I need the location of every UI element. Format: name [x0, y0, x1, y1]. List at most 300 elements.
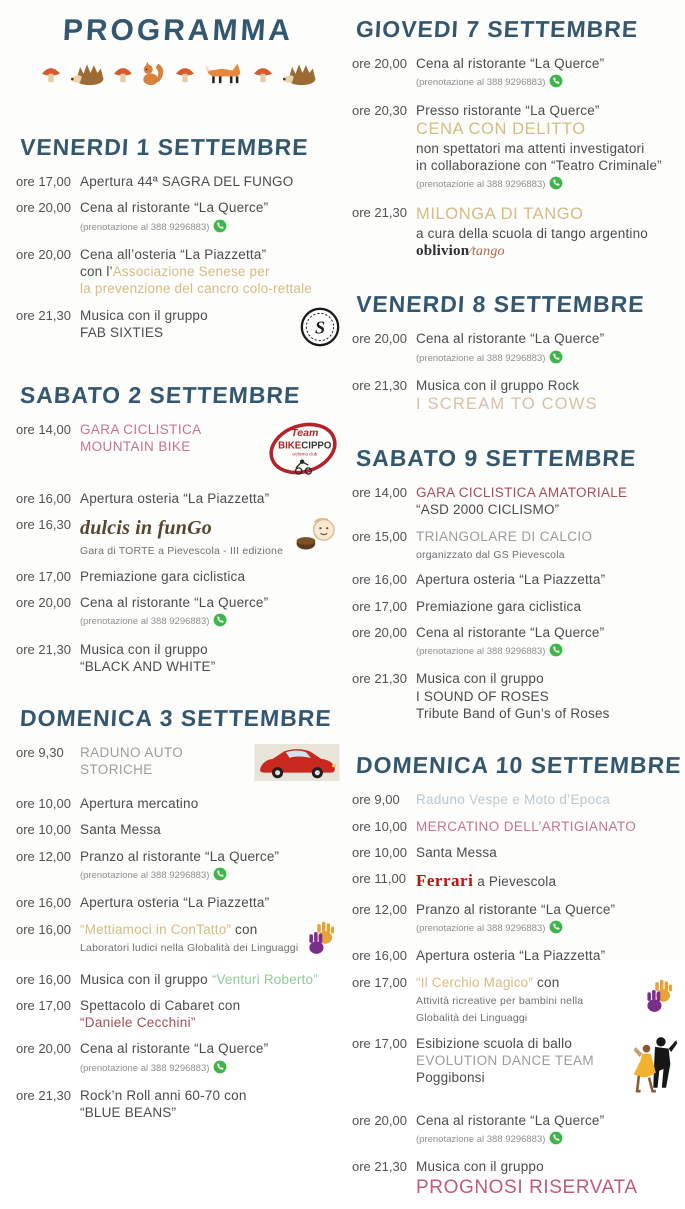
event-line [80, 541, 288, 558]
event-text: “Daniele Cecchini” [80, 1015, 196, 1031]
event-text: Ferrari [416, 871, 474, 891]
event-time: ore 14,00 [352, 485, 407, 501]
event-line [416, 1035, 626, 1052]
event-row [352, 484, 678, 519]
event-text: (prenotazione al 388 9296883) [80, 870, 210, 882]
mushroom-icon [111, 60, 135, 86]
event-text: Cena al ristorante “La Querce” [416, 331, 605, 347]
event-text: MOUNTAIN BIKE [80, 438, 191, 454]
event-text: (prenotazione al 388 9296883) [416, 179, 546, 191]
event-content [416, 947, 678, 964]
event-row [352, 102, 678, 195]
event-row [16, 568, 340, 585]
event-line [80, 1087, 340, 1104]
event-time: ore 17,00 [352, 598, 407, 614]
event-content [80, 744, 248, 779]
event-time: ore 17,00 [352, 1035, 407, 1051]
event-row [16, 246, 340, 298]
event-time: ore 9,30 [16, 745, 64, 761]
event-row [352, 947, 678, 964]
page-title: PROGRAMMA [61, 14, 295, 47]
event-row [16, 971, 340, 988]
whatsapp-icon [213, 867, 227, 885]
event-text: EVOLUTION DANCE TEAM [416, 1053, 595, 1069]
svg-text:Team: Team [291, 426, 319, 439]
event-line [416, 377, 678, 394]
event-text: Spettacolo di Cabaret con [80, 997, 241, 1013]
event-row [16, 173, 340, 190]
event-line [416, 501, 678, 518]
day-section [352, 445, 678, 722]
event-content [80, 894, 340, 911]
event-text: (prenotazione al 388 9296883) [80, 221, 210, 233]
event-text: Poggibonsi [416, 1070, 485, 1086]
event-line [416, 394, 678, 415]
event-line [80, 421, 260, 438]
event-content [416, 102, 678, 195]
event-text: (prenotazione al 388 9296883) [416, 923, 546, 935]
whatsapp-icon [549, 74, 563, 92]
event-row [16, 490, 340, 507]
event-text: MILONGA DI TANGO [416, 204, 584, 223]
event-text: GARA CICLISTICA AMATORIALE [416, 485, 628, 501]
event-time: ore 20,00 [16, 200, 71, 216]
svg-text:BIKECIPPO: BIKECIPPO [278, 440, 332, 452]
event-content [416, 791, 678, 808]
event-row [352, 870, 678, 892]
event-text: organizzato dal GS Pievescola [416, 548, 565, 561]
whatsapp-icon [213, 219, 227, 237]
event-line [416, 901, 678, 918]
event-time: ore 17,00 [16, 997, 71, 1013]
event-row [16, 921, 340, 962]
whatsapp-icon [549, 350, 563, 368]
event-text: dulcis in funGo [80, 516, 212, 539]
event-time: ore 16,00 [16, 971, 71, 987]
event-text: FAB SIXTIES [80, 324, 164, 340]
whatsapp-icon [213, 1060, 227, 1078]
day-section [16, 382, 340, 676]
whatsapp-icon [549, 1131, 563, 1149]
event-row [16, 594, 340, 632]
event-content [416, 670, 678, 722]
event-text: (prenotazione al 388 9296883) [416, 77, 546, 89]
event-content [416, 330, 678, 368]
svg-text:ciclismo club: ciclismo club [292, 451, 318, 457]
event-text: tango [471, 244, 505, 260]
event-time: ore 15,00 [352, 528, 407, 544]
event-text: (prenotazione al 388 9296883) [416, 352, 546, 364]
event-time: ore 17,00 [352, 974, 407, 990]
event-time: ore 10,00 [16, 822, 71, 838]
event-time: ore 14,00 [16, 421, 71, 437]
event-content [416, 901, 678, 939]
event-time: ore 20,00 [352, 1112, 407, 1128]
team-bike-cippo-logo [266, 421, 340, 481]
event-text: Apertura mercatino [80, 796, 199, 812]
event-row [352, 1035, 678, 1103]
event-line [80, 938, 301, 955]
event-line [416, 974, 639, 991]
event-content [80, 516, 288, 559]
event-content [80, 173, 340, 190]
event-content [80, 821, 340, 838]
event-text: GARA CICLISTICA [80, 421, 202, 437]
event-content [416, 571, 678, 588]
event-time: ore 20,00 [16, 1041, 71, 1057]
event-row [16, 641, 340, 676]
event-text: “Il Cerchio Magico” [416, 974, 534, 990]
event-text: Apertura osteria “La Piazzetta” [80, 895, 270, 911]
event-text: Globalità dei Linguaggi [416, 1012, 528, 1025]
hedgehog-icon [280, 60, 318, 86]
event-line [416, 528, 678, 545]
hedgehog-icon [68, 60, 106, 86]
event-time: ore 10,00 [16, 796, 71, 812]
event-text: Premiazione gara ciclistica [80, 568, 246, 584]
event-line [80, 1104, 340, 1121]
event-line [416, 119, 678, 140]
event-text: Apertura 44ª SAGRA DEL FUNGO [80, 174, 294, 189]
event-content [80, 594, 340, 632]
event-line [416, 844, 678, 861]
event-text: I SOUND OF ROSES [416, 688, 549, 704]
event-text: a cura della scuola di tango argentino [416, 225, 649, 241]
event-line [416, 225, 678, 242]
day-section [352, 16, 678, 261]
event-text: con l’ [80, 264, 113, 280]
event-line [80, 971, 340, 988]
decor-icons [16, 56, 340, 90]
day-heading: VENERDI 8 SETTEMBRE [355, 291, 646, 318]
handprints-icon [645, 979, 678, 1020]
event-time: ore 20,00 [16, 595, 71, 611]
event-text: I SCREAM TO COWS [416, 395, 598, 414]
event-line [416, 72, 678, 92]
event-text: la prevenzione del cancro colo-rettale [80, 281, 312, 297]
event-row [352, 377, 678, 415]
fab-sixties-badge [300, 307, 340, 352]
event-row [352, 670, 678, 722]
event-line [416, 157, 678, 174]
event-text: Apertura osteria “La Piazzetta” [80, 490, 270, 506]
event-line [416, 991, 639, 1008]
event-text: oblivion [416, 243, 470, 260]
event-content [80, 307, 294, 342]
event-text: Musica con il gruppo Rock [416, 377, 580, 393]
event-text: Pranzo al ristorante “La Querce” [80, 848, 280, 864]
mushroom-icon [251, 60, 275, 86]
event-content [416, 974, 639, 1026]
event-row [352, 901, 678, 939]
event-time: ore 21,30 [352, 377, 407, 393]
event-text: Apertura osteria “La Piazzetta” [416, 948, 606, 964]
handprints-icon [307, 921, 340, 962]
event-line [416, 204, 678, 225]
event-time: ore 17,00 [16, 568, 71, 584]
event-time: ore 12,00 [16, 848, 71, 864]
event-line [80, 199, 340, 216]
tango-dancers-icon [632, 1035, 678, 1103]
event-text: (prenotazione al 388 9296883) [80, 616, 210, 628]
event-text: a Pievescola [473, 874, 557, 890]
event-text: Cena al ristorante “La Querce” [416, 624, 605, 640]
event-line [80, 173, 340, 190]
event-content [416, 1112, 678, 1150]
left-column [16, 0, 340, 1130]
event-line [416, 330, 678, 347]
squirrel-icon [140, 60, 168, 87]
event-content [80, 971, 340, 988]
event-content [80, 997, 340, 1032]
event-line [416, 641, 678, 661]
event-time: ore 21,30 [16, 641, 71, 657]
event-line [416, 598, 678, 615]
event-row [352, 818, 678, 835]
event-content [416, 598, 678, 615]
event-row [352, 528, 678, 563]
day-heading: GIOVEDI 7 SETTEMBRE [355, 16, 639, 42]
day-heading: DOMENICA 3 SETTEMBRE [19, 705, 333, 732]
event-time: ore 21,30 [16, 1087, 71, 1103]
event-line [416, 102, 678, 119]
event-line [416, 1069, 626, 1086]
event-time: ore 20,00 [352, 56, 407, 71]
event-time: ore 16,00 [352, 572, 407, 588]
event-time: ore 16,00 [352, 948, 407, 964]
day-section [352, 752, 683, 1200]
event-line [416, 1158, 678, 1175]
event-time: ore 21,30 [352, 204, 407, 220]
event-line [416, 1052, 626, 1069]
event-time: ore 20,30 [352, 102, 407, 118]
event-content [416, 204, 678, 262]
event-line [80, 217, 340, 237]
event-row [352, 974, 678, 1026]
event-text: Musica con il gruppo [416, 1159, 544, 1175]
event-text: con [231, 921, 258, 937]
event-time: ore 20,00 [16, 246, 71, 262]
event-line [416, 140, 678, 157]
event-line [80, 865, 340, 885]
event-line [416, 1008, 639, 1025]
event-row [16, 307, 340, 352]
event-line [416, 624, 678, 641]
event-text: Pranzo al ristorante “La Querce” [416, 901, 616, 917]
event-content [416, 870, 678, 892]
event-row [16, 848, 340, 886]
fox-icon [202, 60, 246, 86]
event-content [416, 1158, 678, 1200]
event-text: Associazione Senese per [112, 264, 270, 280]
event-time: ore 10,00 [352, 844, 407, 860]
event-text: Musica con il gruppo [80, 971, 212, 987]
event-row [352, 330, 678, 368]
event-time: ore 16,00 [16, 490, 71, 506]
event-line [80, 1014, 340, 1031]
event-text: Musica con il gruppo [416, 671, 544, 687]
event-time: ore 12,00 [352, 901, 407, 917]
event-line [416, 670, 678, 687]
event-line [416, 791, 678, 808]
event-line [80, 611, 340, 631]
whatsapp-icon [549, 176, 563, 194]
event-text: “BLACK AND WHITE” [80, 658, 216, 674]
day-heading: SABATO 9 SETTEMBRE [355, 445, 638, 472]
event-text: (prenotazione al 388 9296883) [416, 646, 546, 658]
event-time: ore 20,00 [352, 331, 407, 347]
event-line [416, 688, 678, 705]
event-line [416, 818, 678, 835]
event-line [416, 55, 678, 72]
event-line [416, 1176, 678, 1200]
event-content [416, 1035, 626, 1087]
event-text: Musica con il gruppo [80, 641, 208, 657]
whatsapp-icon [213, 613, 227, 631]
event-text: Musica con il gruppo [80, 307, 208, 323]
event-line [80, 246, 340, 263]
event-content [80, 795, 340, 812]
event-time: ore 16,00 [16, 895, 71, 911]
event-line [80, 1040, 340, 1057]
event-text: Esibizione scuola di ballo [416, 1035, 573, 1051]
event-content [416, 377, 678, 415]
event-row [16, 744, 340, 786]
event-time: ore 21,30 [352, 671, 407, 687]
event-time: ore 20,00 [352, 624, 407, 640]
event-content [416, 844, 678, 861]
event-time: ore 10,00 [352, 818, 407, 834]
event-text: CENA CON DELITTO [416, 119, 586, 138]
event-line [80, 821, 340, 838]
event-text: “Venturi Roberto” [211, 971, 318, 987]
event-line [80, 568, 340, 585]
event-line [416, 545, 678, 562]
day-heading: VENERDI 1 SETTEMBRE [19, 134, 310, 160]
event-row [352, 844, 678, 861]
event-line [416, 1129, 678, 1149]
event-text: non spettatori ma attenti investigatori [416, 140, 645, 156]
event-text: RADUNO AUTO STORICHE [80, 745, 188, 778]
event-line [416, 947, 678, 964]
event-line [80, 263, 340, 280]
event-line [80, 894, 340, 911]
event-row [352, 624, 678, 662]
event-text: Premiazione gara ciclistica [416, 598, 582, 614]
event-text: “BLUE BEANS” [80, 1105, 177, 1121]
event-row [352, 1158, 678, 1200]
event-time: ore 21,30 [16, 307, 71, 323]
event-time: ore 16,00 [16, 921, 71, 937]
event-time: ore 9,00 [352, 792, 400, 808]
event-line [80, 490, 340, 507]
event-content [80, 246, 340, 298]
event-text: (prenotazione al 388 9296883) [416, 1134, 546, 1146]
cake-icon [294, 517, 340, 558]
event-line [416, 348, 678, 368]
event-row [352, 571, 678, 588]
event-content [80, 1087, 340, 1122]
whatsapp-icon [549, 920, 563, 938]
event-text: Apertura osteria “La Piazzetta” [416, 572, 606, 588]
event-row [16, 795, 340, 812]
event-content [416, 55, 678, 93]
event-line [416, 918, 678, 938]
event-text: Laboratori ludici nella Globalità dei Linguaggi [80, 941, 299, 954]
event-line [80, 307, 294, 324]
event-text: Raduno Vespe e Moto d’Epoca [416, 792, 611, 808]
event-text: Tribute Band of Gun’s of Roses [416, 706, 610, 721]
event-line [80, 438, 260, 455]
event-row [16, 821, 340, 838]
event-content [80, 641, 340, 676]
event-time: ore 21,30 [352, 1159, 407, 1175]
svg-text:S: S [314, 316, 326, 337]
event-row [352, 791, 678, 808]
event-content [80, 921, 301, 956]
event-text: in collaborazione con “Teatro Criminale” [416, 158, 662, 174]
event-time: ore 17,00 [16, 174, 71, 189]
day-section [16, 134, 340, 352]
event-line [416, 870, 678, 892]
event-text: Gara di TORTE a Pievescola - III edizione [80, 545, 284, 558]
event-row [16, 421, 340, 481]
event-line [80, 848, 340, 865]
day-heading: SABATO 2 SETTEMBRE [19, 381, 302, 408]
event-content [80, 421, 260, 456]
event-line [80, 324, 294, 341]
day-heading: DOMENICA 10 SETTEMBRE [355, 752, 683, 779]
event-line [80, 516, 288, 542]
event-line [416, 1112, 678, 1129]
event-line [416, 174, 678, 194]
event-text: Cena al ristorante “La Querce” [416, 1112, 605, 1128]
event-content [80, 490, 340, 507]
mushroom-icon [39, 60, 63, 86]
event-content [80, 1040, 340, 1078]
event-text: ⁄ [469, 244, 472, 260]
event-text: Cena al ristorante “La Querce” [80, 200, 269, 216]
event-text: TRIANGOLARE DI CALCIO [416, 528, 593, 544]
event-row [352, 598, 678, 615]
event-text: “Mettiamoci in ConTatto” [80, 921, 232, 937]
event-line [416, 484, 678, 501]
event-line [80, 744, 248, 779]
classic-car-photo [254, 744, 340, 786]
event-content [416, 818, 678, 835]
event-content [416, 484, 678, 519]
event-line [80, 594, 340, 611]
event-text: con [533, 974, 560, 990]
event-content [416, 624, 678, 662]
left-days [16, 134, 340, 1121]
event-row [16, 1040, 340, 1078]
event-content [416, 528, 678, 563]
event-text: Cena al ristorante “La Querce” [80, 1041, 269, 1057]
day-section [16, 705, 340, 1121]
event-text: Santa Messa [80, 822, 161, 838]
event-text: Presso ristorante “La Querce” [416, 102, 600, 118]
day-section [352, 291, 678, 415]
event-row [16, 894, 340, 911]
mushroom-icon [173, 60, 197, 86]
event-row [16, 997, 340, 1032]
event-line [416, 242, 678, 261]
right-column [352, 0, 683, 1209]
event-text: (prenotazione al 388 9296883) [80, 1062, 210, 1074]
event-text: MERCATINO DELL’ARTIGIANATO [416, 818, 637, 834]
event-line [80, 795, 340, 812]
